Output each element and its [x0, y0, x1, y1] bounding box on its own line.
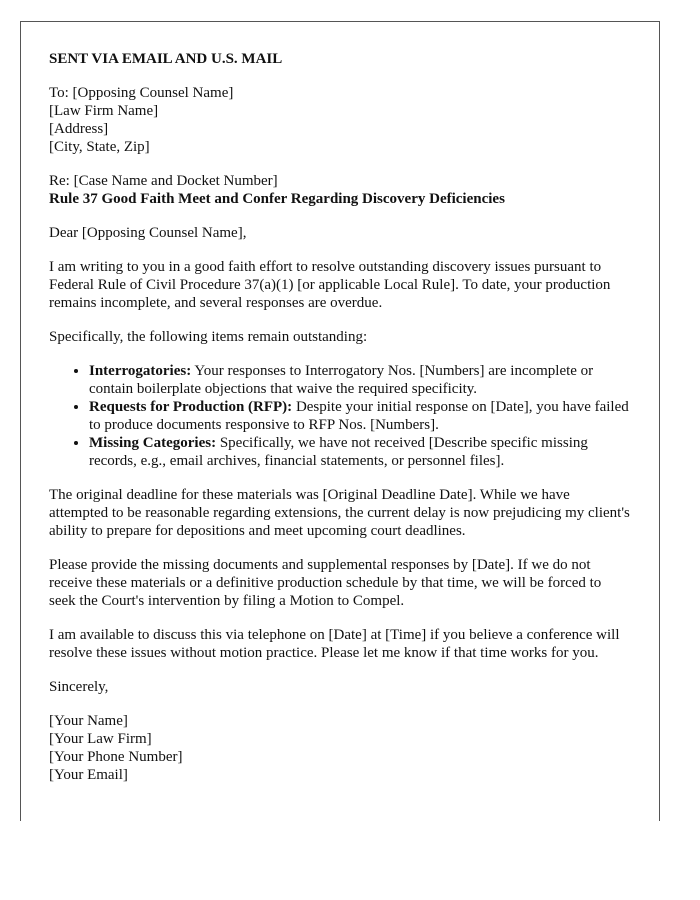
list-item-text: Despite your initial response on [Date], you have failed to produce documents responsive to RFP Nos. [Numbers]. — [89, 399, 629, 433]
recipient-firm: [Law Firm Name] — [49, 103, 159, 119]
paragraph-specific: Specifically, the following items remain outstanding: — [49, 329, 368, 345]
recipient-city: [City, State, Zip] — [49, 139, 150, 155]
list-item-label: Interrogatories: — [89, 363, 192, 379]
list-item-label: Missing Categories: — [89, 435, 217, 451]
recipient-address: [Address] — [49, 121, 109, 137]
subject-title: Rule 37 Good Faith Meet and Confer Regarding Discovery Deficiencies — [49, 191, 505, 207]
signature-email: [Your Email] — [49, 767, 128, 783]
list-item — [89, 362, 631, 398]
list-item-text: Your responses to Interrogatory Nos. [Numbers] are incomplete or contain boilerplate objections that waive the required specificity. — [89, 363, 594, 397]
signature-block — [49, 712, 631, 784]
signature-firm: [Your Law Firm] — [49, 731, 152, 747]
subject-block — [49, 172, 631, 208]
list-item — [89, 398, 631, 434]
paragraph-deadline: The original deadline for these materials was [Original Deadline Date]. While we have attempted to be reasonable regarding extensions, the current delay is now prejudicing my client's ability to prepare for depositions and meet upcoming court deadlines. — [49, 487, 630, 539]
list-item-label: Requests for Production (RFP): — [89, 399, 293, 415]
closing: Sincerely, — [49, 679, 109, 695]
list-item-text: Specifically, we have not received [Describe specific missing records, e.g., email archives, financial statements, or personnel files]. — [89, 435, 588, 469]
letter-page — [20, 21, 660, 821]
paragraph-intro: I am writing to you in a good faith effort to resolve outstanding discovery issues pursuant to Federal Rule of Civil Procedure 37(a)(1) [or applicable Local Rule]. To date, your production remains incomplete, and several responses are overdue. — [49, 259, 611, 311]
signature-name: [Your Name] — [49, 713, 128, 729]
paragraph-availability: I am available to discuss this via telephone on [Date] at [Time] if you believe a conference will resolve these issues without motion practice. Please let me know if that time works for you. — [49, 627, 620, 661]
recipient-to: To: [Opposing Counsel Name] — [49, 85, 234, 101]
paragraph-request: Please provide the missing documents and supplemental responses by [Date]. If we do not receive these materials or a definitive production schedule by that time, we will be forced to seek the Court's intervention by filing a Motion to Compel. — [49, 557, 602, 609]
outstanding-items-list — [49, 362, 631, 470]
delivery-method-heading: SENT VIA EMAIL AND U.S. MAIL — [49, 51, 283, 67]
subject-re: Re: [Case Name and Docket Number] — [49, 173, 278, 189]
signature-phone: [Your Phone Number] — [49, 749, 183, 765]
list-item — [89, 434, 631, 470]
salutation: Dear [Opposing Counsel Name], — [49, 225, 247, 241]
recipient-block — [49, 84, 631, 156]
